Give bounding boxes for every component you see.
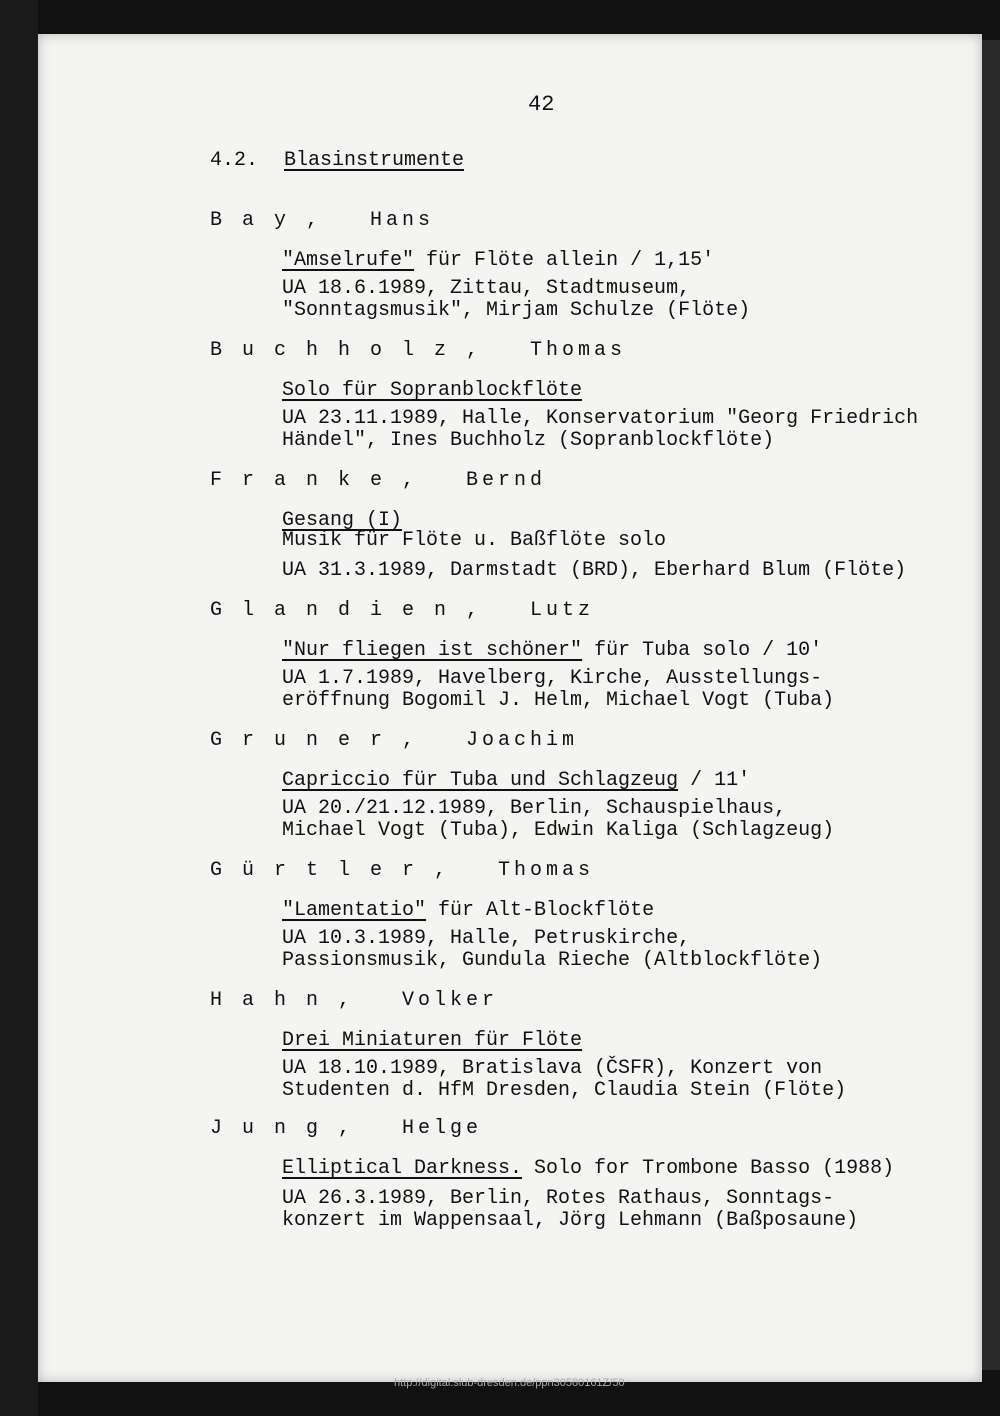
premiere-line: Michael Vogt (Tuba), Edwin Kaliga (Schlagzeug) [282, 819, 835, 842]
composer-name: B u c h h o l z , Thomas [210, 339, 627, 362]
section-number: 4.2. [210, 149, 259, 172]
premiere-line: UA 26.3.1989, Berlin, Rotes Rathaus, Sonntags- [282, 1187, 835, 1210]
premiere-line: Händel", Ines Buchholz (Sopranblockflöte) [282, 429, 775, 452]
work-title-line [282, 378, 582, 403]
composer-name: G r u n e r , Joachim [210, 729, 579, 752]
premiere-line: eröffnung Bogomil J. Helm, Michael Vogt (Tuba) [282, 689, 835, 712]
premiere-line: UA 1.7.1989, Havelberg, Kirche, Ausstellungs- [282, 667, 823, 690]
book-binding [0, 0, 38, 1416]
work-title: Solo für Sopranblockflöte [282, 379, 583, 402]
work-title-line [282, 1028, 582, 1053]
premiere-line: "Sonntagsmusik", Mirjam Schulze (Flöte) [282, 299, 751, 322]
premiere-line: konzert im Wappensaal, Jörg Lehmann (Baßposaune) [282, 1209, 859, 1232]
work-details: Solo for Trombone Basso (1988) [522, 1157, 895, 1180]
work-title: Gesang (I) [282, 509, 403, 532]
work-title: Drei Miniaturen für Flöte [282, 1029, 583, 1052]
work-title: "Lamentatio" [282, 899, 427, 922]
composer-name: H a h n , Volker [210, 989, 499, 1012]
work-title-line [282, 248, 714, 273]
work-title: Capriccio für Tuba und Schlagzeug [282, 769, 679, 792]
premiere-line: Passionsmusik, Gundula Rieche (Altblockflöte) [282, 949, 823, 972]
premiere-line: Studenten d. HfM Dresden, Claudia Stein (Flöte) [282, 1079, 847, 1102]
premiere-line: UA 18.10.1989, Bratislava (ČSFR), Konzert von [282, 1057, 823, 1080]
work-title-line [282, 1156, 894, 1181]
work-title: Elliptical Darkness. [282, 1157, 523, 1180]
work-title-line [282, 638, 822, 663]
work-details: für Tuba solo / 10' [582, 639, 823, 662]
work-subtitle: Musik für Flöte u. Baßflöte solo [282, 529, 667, 552]
work-details: für Alt-Blockflöte [426, 899, 655, 922]
work-title-line [282, 768, 750, 793]
composer-name: B a y , Hans [210, 209, 435, 232]
premiere-line: UA 10.3.1989, Halle, Petruskirche, [282, 927, 691, 950]
work-details: für Flöte allein / 1,15' [414, 249, 715, 272]
premiere-line: UA 23.11.1989, Halle, Konservatorium "Georg Friedrich [282, 407, 919, 430]
source-url: http://digital.slub-dresden.de/ppn30580161Z/50 [394, 1377, 625, 1389]
premiere-line: UA 20./21.12.1989, Berlin, Schauspielhaus, [282, 797, 787, 820]
premiere-line: UA 31.3.1989, Darmstadt (BRD), Eberhard Blum (Flöte) [282, 559, 907, 582]
work-title-line [282, 898, 654, 923]
work-title: "Nur fliegen ist schöner" [282, 639, 583, 662]
section-title: Blasinstrumente [284, 149, 465, 172]
work-title: "Amselrufe" [282, 249, 415, 272]
composer-name: G l a n d i e n , Lutz [210, 599, 595, 622]
composer-name: J u n g , Helge [210, 1117, 483, 1140]
page-number: 42 [528, 92, 555, 117]
composer-name: G ü r t l e r , Thomas [210, 859, 595, 882]
premiere-line: UA 18.6.1989, Zittau, Stadtmuseum, [282, 277, 691, 300]
work-details: / 11' [678, 769, 751, 792]
composer-name: F r a n k e , Bernd [210, 469, 547, 492]
